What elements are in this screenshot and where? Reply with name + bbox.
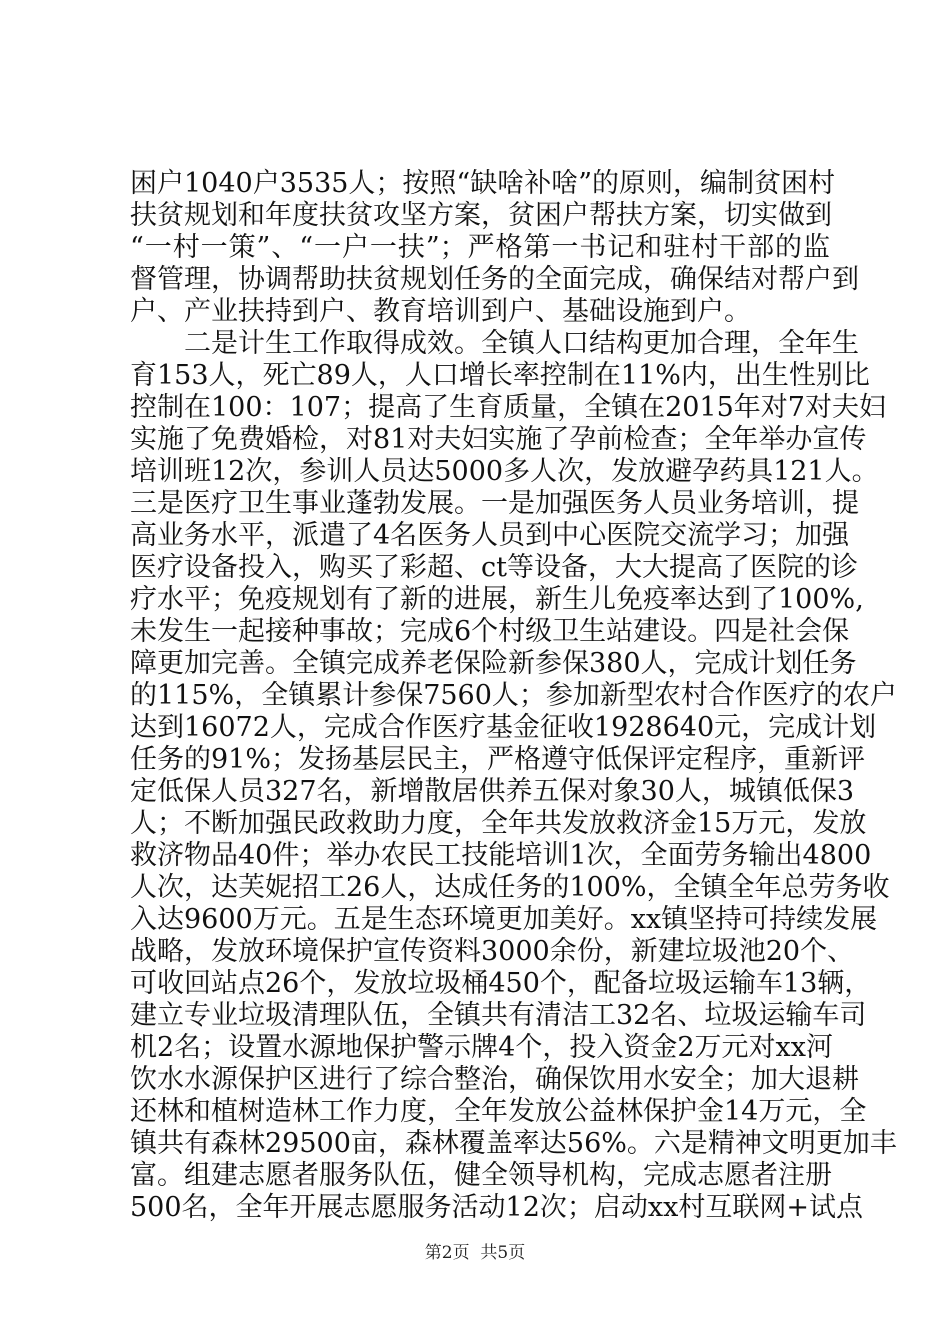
text-line: 机2名；设置水源地保护警示牌4个，投入资金2万元对xx河: [130, 1032, 833, 1063]
text-line: 达到16072人，完成合作医疗基金征收1928640元，完成计划: [130, 712, 877, 743]
text-line: 任务的91%；发扬基层民主，严格遵守低保评定程序，重新评: [130, 744, 866, 775]
text-line: 镇共有森林29500亩，森林覆盖率达56%。六是精神文明更加丰: [130, 1128, 897, 1159]
text-line: 富。组建志愿者服务队伍，健全领导机构，完成志愿者注册: [130, 1160, 832, 1191]
text-line: 饮水水源保护区进行了综合整治，确保饮用水安全；加大退耕: [130, 1064, 859, 1095]
text-line: 未发生一起接种事故；完成6个村级卫生站建设。四是社会保: [130, 616, 850, 647]
text-line: 可收回站点26个，发放垃圾桶450个，配备垃圾运输车13辆，: [130, 968, 872, 999]
text-line: 500名，全年开展志愿服务活动12次；启动xx村互联网+试点: [130, 1192, 863, 1223]
text-line: 二是计生工作取得成效。全镇人口结构更加合理，全年生: [184, 328, 859, 359]
text-line: 医疗设备投入，购买了彩超、ct等设备，大大提高了医院的诊: [130, 552, 858, 583]
text-line: 战略，发放环境保护宣传资料3000余份，新建垃圾池20个、: [130, 936, 855, 967]
text-line: 定低保人员327名，新增散居供养五保对象30人，城镇低保3: [130, 776, 855, 807]
text-line: 的115%，全镇累计参保7560人；参加新型农村合作医疗的农户: [130, 680, 897, 711]
text-line: 三是医疗卫生事业蓬勃发展。一是加强医务人员业务培训，提: [130, 488, 859, 519]
body-text: [130, 168, 897, 1224]
text-line: 障更加完善。全镇完成养老保险新参保380人，完成计划任务: [130, 648, 857, 679]
text-line: 人；不断加强民政救助力度，全年共发放救济金15万元，发放: [130, 808, 867, 839]
text-line: 育153人，死亡89人，人口增长率控制在11%内，出生性别比: [130, 360, 870, 391]
text-line: 人次，达芙妮招工26人，达成任务的100%，全镇全年总劳务收: [130, 872, 890, 903]
text-line: 困户1040户3535人；按照“缺啥补啥”的原则，编制贫困村: [130, 168, 836, 199]
text-line: 建立专业垃圾清理队伍，全镇共有清洁工32名、垃圾运输车司: [130, 1000, 867, 1031]
text-line: 控制在100：107；提高了生育质量，全镇在2015年对7对夫妇: [130, 392, 886, 423]
text-line: 扶贫规划和年度扶贫攻坚方案，贫困户帮扶方案，切实做到: [130, 200, 832, 231]
text-line: 救济物品40件；举办农民工技能培训1次，全面劳务输出4800: [130, 840, 872, 871]
text-line: “一村一策”、“一户一扶”；严格第一书记和驻村干部的监: [130, 232, 830, 263]
page-footer: 第2页 共5页: [424, 1243, 526, 1263]
text-line: 督管理，协调帮助扶贫规划任务的全面完成，确保结对帮户到: [130, 264, 859, 295]
text-line: 培训班12次，参训人员达5000多人次，发放避孕药具121人。: [130, 456, 879, 487]
text-line: 入达9600万元。五是生态环境更加美好。xx镇坚持可持续发展: [130, 904, 878, 935]
text-line: 还林和植树造林工作力度，全年发放公益林保护金14万元，全: [130, 1096, 867, 1127]
text-line: 疗水平；免疫规划有了新的进展，新生儿免疫率达到了100%,: [130, 584, 864, 615]
text-line: 户、产业扶持到户、教育培训到户、基础设施到户。: [130, 296, 751, 327]
text-line: 实施了免费婚检，对81对夫妇实施了孕前检查；全年举办宣传: [130, 424, 867, 455]
text-line: 高业务水平，派遣了4名医务人员到中心医院交流学习；加强: [130, 520, 850, 551]
